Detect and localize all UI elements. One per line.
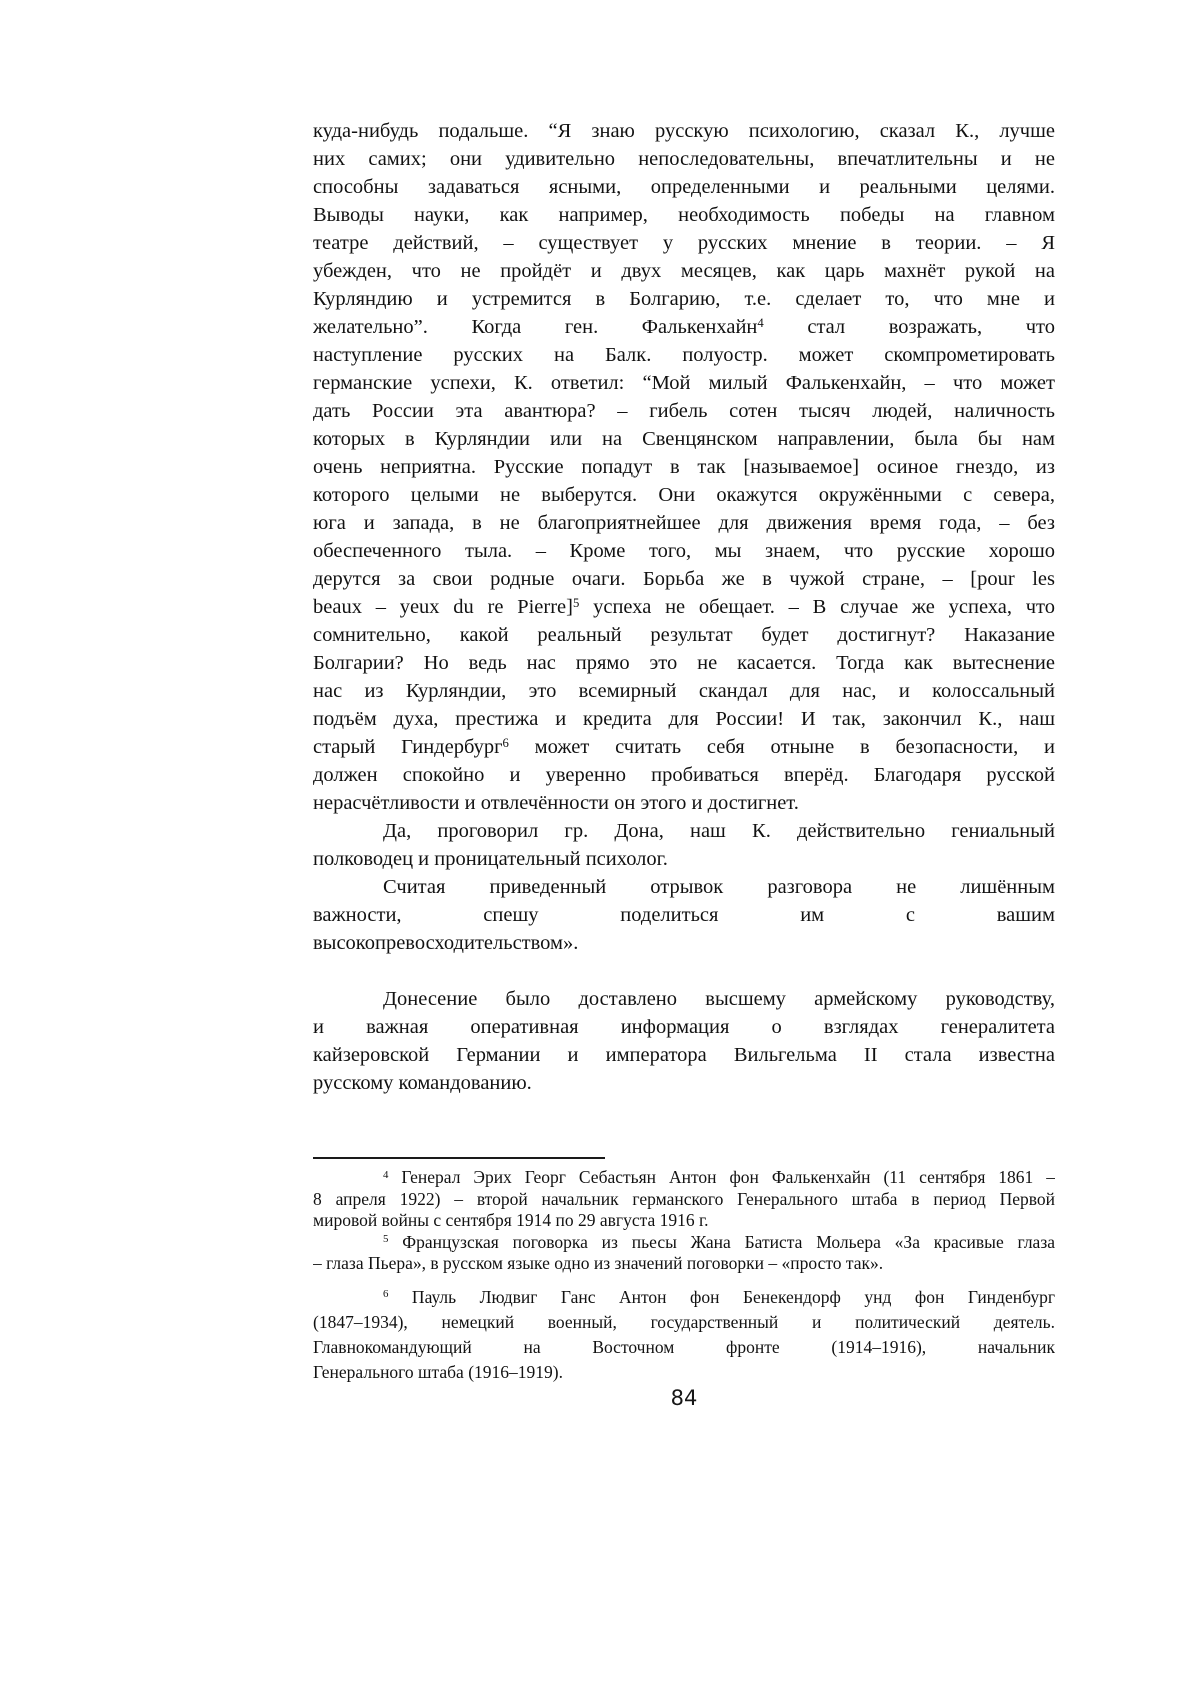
text-line: – глаза Пьера», в русском языке одно из значений поговорки – «просто так». xyxy=(313,1253,884,1273)
text-line: которого целыми не выберутся. Они окажутся окружёнными с севера, xyxy=(313,484,1055,506)
text-line: кайзеровской Германии и императора Вильгельма II стала известна xyxy=(313,1044,1055,1066)
text-segment: успеха не обещает. – В случае же успеха, что xyxy=(579,596,1055,618)
text-line: германские успехи, К. ответил: “Мой милый Фалькенхайн, – что может xyxy=(313,372,1055,394)
text-line: театре действий, – существует у русских мнение в теории. – Я xyxy=(313,232,1055,254)
footnotes-section xyxy=(313,1167,1055,1385)
text-line xyxy=(313,313,1055,341)
text-line: важности, спешу поделиться им с вашим xyxy=(313,904,1055,926)
text-line: куда-нибудь подальше. “Я знаю русскую психологию, сказал К., лучше xyxy=(313,120,1055,142)
text-line: 8 апреля 1922) – второй начальник германского Генерального штаба в период Первой xyxy=(313,1188,1055,1209)
text-line: убежден, что не пройдёт и двух месяцев, как царь махнёт рукой на xyxy=(313,260,1055,282)
text-line: сомнительно, какой реальный результат будет достигнут? Наказание xyxy=(313,624,1055,646)
footnote-6 xyxy=(313,1285,1055,1385)
footnote-reference: 4 xyxy=(757,315,764,330)
text-line: и важная оперативная информация о взглядах генералитета xyxy=(313,1016,1055,1038)
text-line: Да, проговорил гр. Дона, наш К. действительно гениальный xyxy=(383,820,1055,842)
text-line: обеспеченного тыла. – Кроме того, мы знаем, что русские хорошо xyxy=(313,540,1055,562)
text-line: дерутся за свои родные очаги. Борьба же в чужой стране, – [pour les xyxy=(313,568,1055,590)
text-line: русскому командованию. xyxy=(313,1072,532,1094)
text-line: (1847–1934), немецкий военный, государственный и политический деятель. xyxy=(313,1311,1055,1332)
text-line: должен спокойно и уверенно пробиваться вперёд. Благодаря русской xyxy=(313,764,1055,786)
text-line xyxy=(313,593,1055,621)
text-line: наступление русских на Балк. полуостр. может скомпрометировать xyxy=(313,344,1055,366)
text-line: которых в Курляндии или на Свенцянском направлении, была бы нам xyxy=(313,428,1055,450)
text-line: очень неприятна. Русские попадут в так [называемое] осиное гнездо, из xyxy=(313,456,1055,478)
text-line: Курляндию и устремится в Болгарию, т.е. сделает то, что мне и xyxy=(313,288,1055,310)
text-segment: может считать себя отныне в безопасности, и xyxy=(508,736,1055,758)
text-line: юга и запада, в не благоприятнейшее для движения время года, – без xyxy=(313,512,1055,534)
text-line: способны задаваться ясными, определенными и реальными целями. xyxy=(313,176,1055,198)
footnote-reference: 5 xyxy=(572,595,580,610)
text-line: высокопревосходительством». xyxy=(313,932,579,954)
text-line: Генерального штаба (1916–1919). xyxy=(313,1361,563,1382)
text-line: Болгарии? Но ведь нас прямо это не касается. Тогда как вытеснение xyxy=(313,652,1055,674)
footnote-reference: 6 xyxy=(502,735,509,750)
text-line xyxy=(313,1167,1055,1189)
text-line xyxy=(313,1285,1055,1310)
text-segment: Генерал Эрих Георг Себастьян Антон фон Фалькенхайн (11 сентября 1861 – xyxy=(388,1167,1055,1187)
paragraph-report-body xyxy=(313,117,1055,817)
main-text xyxy=(313,117,1055,1097)
text-line: Донесение было доставлено высшему армейскому руководству, xyxy=(383,988,1055,1010)
text-line xyxy=(313,1232,1055,1254)
text-line: Главнокомандующий на Восточном фронте (1914–1916), начальник xyxy=(313,1336,1055,1357)
footnote-marker: 6 xyxy=(383,1288,389,1301)
text-line: Выводы науки, как например, необходимость победы на главном xyxy=(313,204,1055,226)
text-line: мировой войны с сентября 1914 по 29 августа 1916 г. xyxy=(313,1210,709,1230)
text-column xyxy=(313,117,1055,1411)
text-segment: beaux – yeux du re Pierre] xyxy=(313,596,573,618)
text-line: них самих; они удивительно непоследовательны, впечатлительны и не xyxy=(313,148,1055,170)
text-segment: Французская поговорка из пьесы Жана Батиста Мольера «За красивые глаза xyxy=(388,1231,1055,1252)
footnote-5 xyxy=(313,1232,1055,1275)
footnote-4 xyxy=(313,1167,1055,1232)
text-line: Считая приведенный отрывок разговора не лишённым xyxy=(383,876,1055,898)
text-segment: желательно”. Когда ген. Фалькенхайн xyxy=(313,316,758,338)
text-line: полководец и проницательный психолог. xyxy=(313,848,668,870)
page-number: 84 xyxy=(670,1385,698,1410)
paragraph-commentary xyxy=(313,985,1055,1097)
paragraph-dona-remark xyxy=(313,817,1055,873)
text-line: нас из Курляндии, это всемирный скандал для нас, и колоссальный xyxy=(313,680,1055,702)
text-line: подъём духа, престижа и кредита для России! И так, закончил К., наш xyxy=(313,708,1055,730)
text-line: нерасчётливости и отвлечённости он этого и достигнет. xyxy=(313,792,799,814)
text-segment: старый Гиндербург xyxy=(313,736,503,758)
text-segment: Пауль Людвиг Ганс Антон фон Бенекендорф унд фон Гинденбург xyxy=(388,1286,1055,1307)
footnote-separator xyxy=(313,1157,605,1159)
paragraph-report-closing xyxy=(313,873,1055,957)
text-line xyxy=(313,733,1055,761)
footnote-marker: 5 xyxy=(383,1233,389,1246)
text-segment: стал возражать, что xyxy=(763,316,1055,338)
footnote-marker: 4 xyxy=(383,1168,389,1181)
text-line: дать России эта авантюра? – гибель сотен тысяч людей, наличность xyxy=(313,400,1055,422)
